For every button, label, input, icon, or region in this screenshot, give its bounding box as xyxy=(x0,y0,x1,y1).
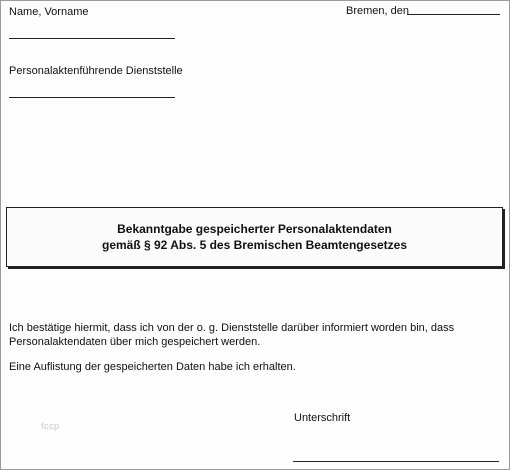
title-line-2: gemäß § 92 Abs. 5 des Bremischen Beamtengesetzes xyxy=(101,238,408,252)
department-label: Personalaktenführende Dienststelle xyxy=(9,65,183,77)
watermark: fccp xyxy=(41,421,60,431)
confirmation-text-line-2: Personalaktendaten über mich gespeichert werden. xyxy=(9,336,261,348)
title-line-1: Bekanntgabe gespeicherter Personalaktendaten xyxy=(117,222,392,236)
title-box xyxy=(6,207,503,267)
department-line xyxy=(9,97,175,98)
date-line xyxy=(407,14,500,15)
name-label: Name, Vorname xyxy=(9,6,89,18)
place-date-label: Bremen, den xyxy=(346,5,409,17)
signature-line xyxy=(293,461,499,462)
confirmation-text-line-1: Ich bestätige hiermit, dass ich von der o. g. Dienststelle darüber informiert worden bin, dass xyxy=(9,322,455,334)
signature-label: Unterschrift xyxy=(294,412,351,424)
receipt-text: Eine Auflistung der gespeicherten Daten habe ich erhalten. xyxy=(9,361,296,373)
name-line xyxy=(9,38,175,39)
